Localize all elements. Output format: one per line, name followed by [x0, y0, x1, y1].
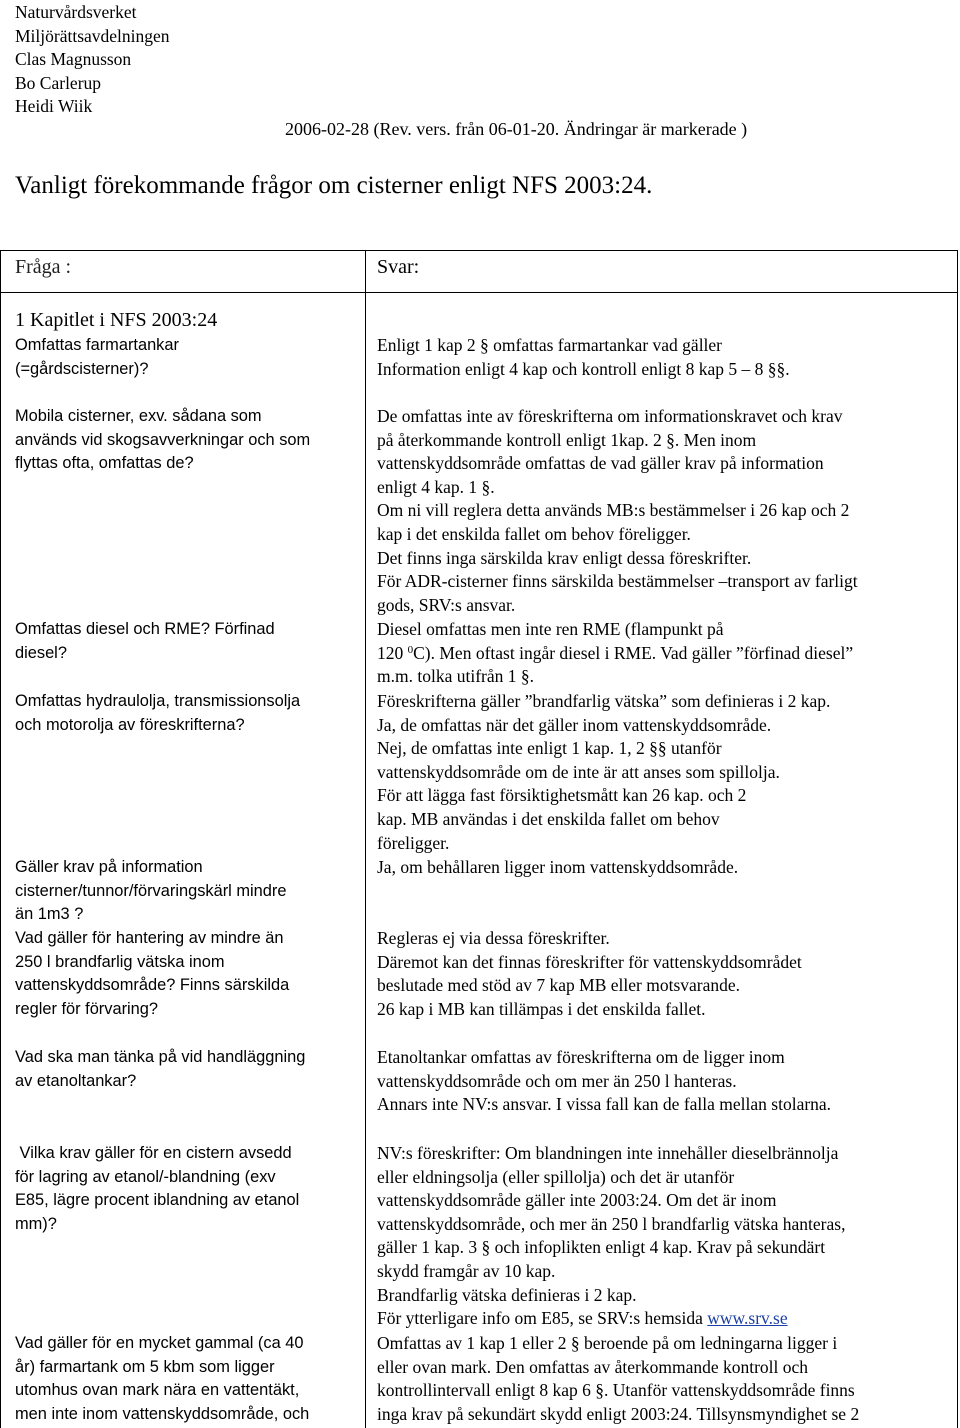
question-line: Omfattas diesel och RME? Förfinad: [15, 620, 275, 638]
question-line: mm)?: [15, 1214, 57, 1233]
question-line: av etanoltankar?: [15, 1071, 137, 1090]
answer-line: Diesel omfattas men inte ren RME (flampunkt på: [377, 619, 724, 639]
question-line: och motorolja av föreskrifterna?: [15, 715, 245, 734]
answer-line: skydd framgår av 10 kap.: [377, 1260, 556, 1281]
srv-website-link[interactable]: www.srv.se: [707, 1308, 788, 1329]
question-line: men inte inom vattenskyddsområde, och: [15, 1404, 310, 1423]
answer-line: föreligger.: [377, 832, 450, 853]
answer-line: Det finns inga särskilda krav enligt dessa föreskrifter.: [377, 547, 752, 568]
answer-line: 26 kap i MB kan tillämpas i det enskilda fallet.: [377, 998, 706, 1019]
table-border: [365, 250, 366, 1428]
answer-line: Information enligt 4 kap och kontroll enligt 8 kap 5 – 8 §§.: [377, 358, 790, 379]
author-line: Clas Magnusson: [15, 49, 132, 70]
department-line: Miljörättsavdelningen: [15, 25, 170, 46]
answer-line: vattenskyddsområde gäller inte 2003:24. Om det är inom: [377, 1190, 777, 1211]
question-cell: [15, 405, 360, 476]
question-line: E85, lägre procent iblandning av etanol: [15, 1191, 300, 1210]
question-line: Omfattas hydraulolja, transmissionsolja: [15, 692, 301, 710]
question-line: Vilka krav gäller för en cistern avsedd: [15, 1144, 292, 1162]
question-line: flyttas ofta, omfattas de?: [15, 454, 194, 473]
answer-line: Omfattas av 1 kap 1 eller 2 § beroende på om ledningarna ligger i: [377, 1333, 838, 1353]
answer-line: eller eldningsolja (eller spillolja) och det är utanför: [377, 1166, 735, 1187]
question-cell: [15, 1046, 360, 1093]
question-line: Omfattas farmartankar: [15, 336, 179, 354]
question-cell: [15, 690, 360, 737]
answer-line: För att lägga fast försiktighetsmått kan 26 kap. och 2: [377, 785, 747, 806]
answer-line: kap i det enskilda fallet om behov föreligger.: [377, 523, 691, 544]
question-line: används vid skogsavverkningar och som: [15, 430, 311, 449]
answer-line: vattenskyddsområde och om mer än 250 l hanteras.: [377, 1070, 737, 1091]
question-line: (=gårdscisterner)?: [15, 359, 149, 378]
answer-line: Brandfarlig vätska definieras i 2 kap.: [377, 1284, 637, 1305]
question-column-header: Fråga :: [15, 256, 72, 278]
question-line: än 1m3 ?: [15, 905, 84, 924]
question-line: Vad gäller för en mycket gammal (ca 40: [15, 1334, 304, 1352]
question-line: Mobila cisterner, exv. sådana som: [15, 407, 262, 425]
author-line: Bo Carlerup: [15, 72, 102, 93]
table-border: [0, 250, 958, 251]
answer-text: 120: [377, 642, 408, 663]
answer-text: För ytterligare info om E85, se SRV:s hemsida: [377, 1308, 708, 1329]
answer-column-header: Svar:: [377, 256, 420, 278]
answer-line: Annars inte NV:s ansvar. I vissa fall kan de falla mellan stolarna.: [377, 1094, 832, 1115]
answer-cell: [377, 618, 955, 689]
answer-line: NV:s föreskrifter: Om blandningen inte innehåller dieselbrännolja: [377, 1143, 839, 1163]
answer-cell: [377, 1046, 955, 1117]
org-line: Naturvårdsverket: [15, 2, 137, 22]
answer-line: gäller 1 kap. 3 § och infoplikten enligt 4 kap. Krav på sekundärt: [377, 1237, 826, 1258]
question-line: vattenskyddsområde? Finns särskilda: [15, 976, 290, 995]
answer-text: C). Men oftast ingår diesel i RME. Vad gäller ”förfinad diesel”: [413, 642, 854, 663]
question-cell: [15, 927, 360, 1021]
table-border: [957, 250, 958, 1428]
answer-line: Föreskrifterna gäller ”brandfarlig vätska” som definieras i 2 kap.: [377, 691, 831, 711]
answer-line: Om ni vill reglera detta används MB:s bestämmelser i 26 kap och 2: [377, 500, 850, 521]
answer-line: Däremot kan det finnas föreskrifter för vattenskyddsområdet: [377, 951, 802, 972]
revision-date: 2006-02-28 (Rev. vers. från 06-01-20. Ändringar är markerade ): [285, 119, 748, 139]
answer-line: eller ovan mark. Den omfattas av återkommande kontroll och: [377, 1356, 809, 1377]
question-line: regler för förvaring?: [15, 999, 159, 1018]
answer-cell: [377, 1142, 955, 1331]
answer-cell: [377, 405, 955, 617]
question-line: utomhus ovan mark nära en vattentäkt,: [15, 1381, 300, 1400]
answer-line: Regleras ej via dessa föreskrifter.: [377, 928, 610, 948]
table-border: [0, 292, 958, 293]
answer-line: För ADR-cisterner finns särskilda bestämmelser –transport av farligt: [377, 571, 858, 592]
question-cell: [15, 334, 360, 381]
answer-line-with-link: [377, 1307, 955, 1331]
question-line: Gäller krav på information: [15, 858, 203, 876]
question-cell: [15, 618, 360, 665]
answer-line: Nej, de omfattas inte enligt 1 kap. 1, 2 §§ utanför: [377, 738, 722, 759]
question-line: cisterner/tunnor/förvaringskärl mindre: [15, 881, 287, 900]
answer-line: kap. MB användas i det enskilda fallet om behov: [377, 808, 720, 829]
question-line: 250 l brandfarlig vätska inom: [15, 952, 225, 971]
question-line: för lagring av etanol/-blandning (exv: [15, 1167, 276, 1186]
question-line: Vad gäller för hantering av mindre än: [15, 929, 284, 947]
answer-line: gods, SRV:s ansvar.: [377, 594, 516, 615]
answer-cell: [377, 690, 955, 855]
answer-line: Enligt 1 kap 2 § omfattas farmartankar vad gäller: [377, 335, 723, 355]
answer-line: Ja, om behållaren ligger inom vattenskyddsområde.: [377, 857, 739, 877]
document-title: Vanligt förekommande frågor om cisterner enligt NFS 2003:24.: [15, 172, 653, 199]
question-line: år) farmartank om 5 kbm som ligger: [15, 1357, 275, 1376]
answer-cell: [377, 927, 955, 1021]
answer-line: m.m. tolka utifrån 1 §.: [377, 666, 534, 687]
question-line: Vad ska man tänka på vid handläggning: [15, 1048, 306, 1066]
answer-line: kontrollintervall enligt 8 kap 6 §. Utanför vattenskyddsområde finns: [377, 1380, 855, 1401]
answer-cell: [377, 856, 955, 880]
question-cell: [15, 856, 360, 927]
table-border: [0, 250, 1, 1428]
answer-cell: [377, 334, 955, 381]
answer-line: beslutade med stöd av 7 kap MB eller motsvarande.: [377, 975, 741, 996]
question-cell: [15, 1332, 360, 1426]
superscript-degree: 0: [407, 643, 414, 656]
answer-line-with-superscript: [377, 642, 955, 666]
answer-line: vattenskyddsområde, och mer än 250 l brandfarlig vätska hanteras,: [377, 1213, 846, 1234]
answer-line: på återkommande kontroll enligt 1kap. 2 §. Men inom: [377, 429, 757, 450]
answer-line: De omfattas inte av föreskrifterna om informationskravet och krav: [377, 406, 843, 426]
answer-line: Ja, de omfattas när det gäller inom vattenskyddsområde.: [377, 714, 772, 735]
answer-line: Etanoltankar omfattas av föreskrifterna om de ligger inom: [377, 1047, 785, 1067]
answer-line: enligt 4 kap. 1 §.: [377, 476, 495, 497]
author-line: Heidi Wiik: [15, 96, 93, 117]
question-cell: [15, 1142, 360, 1236]
answer-line: inga krav på sekundärt skydd enligt 2003:24. Tillsynsmyndighet se 2: [377, 1403, 860, 1424]
answer-line: vattenskyddsområde omfattas de vad gäller krav på information: [377, 453, 824, 474]
section-heading: 1 Kapitlet i NFS 2003:24: [15, 309, 218, 331]
answer-cell: [377, 1332, 955, 1426]
question-line: diesel?: [15, 643, 67, 662]
answer-line: vattenskyddsområde om de inte är att anses som spillolja.: [377, 761, 780, 782]
